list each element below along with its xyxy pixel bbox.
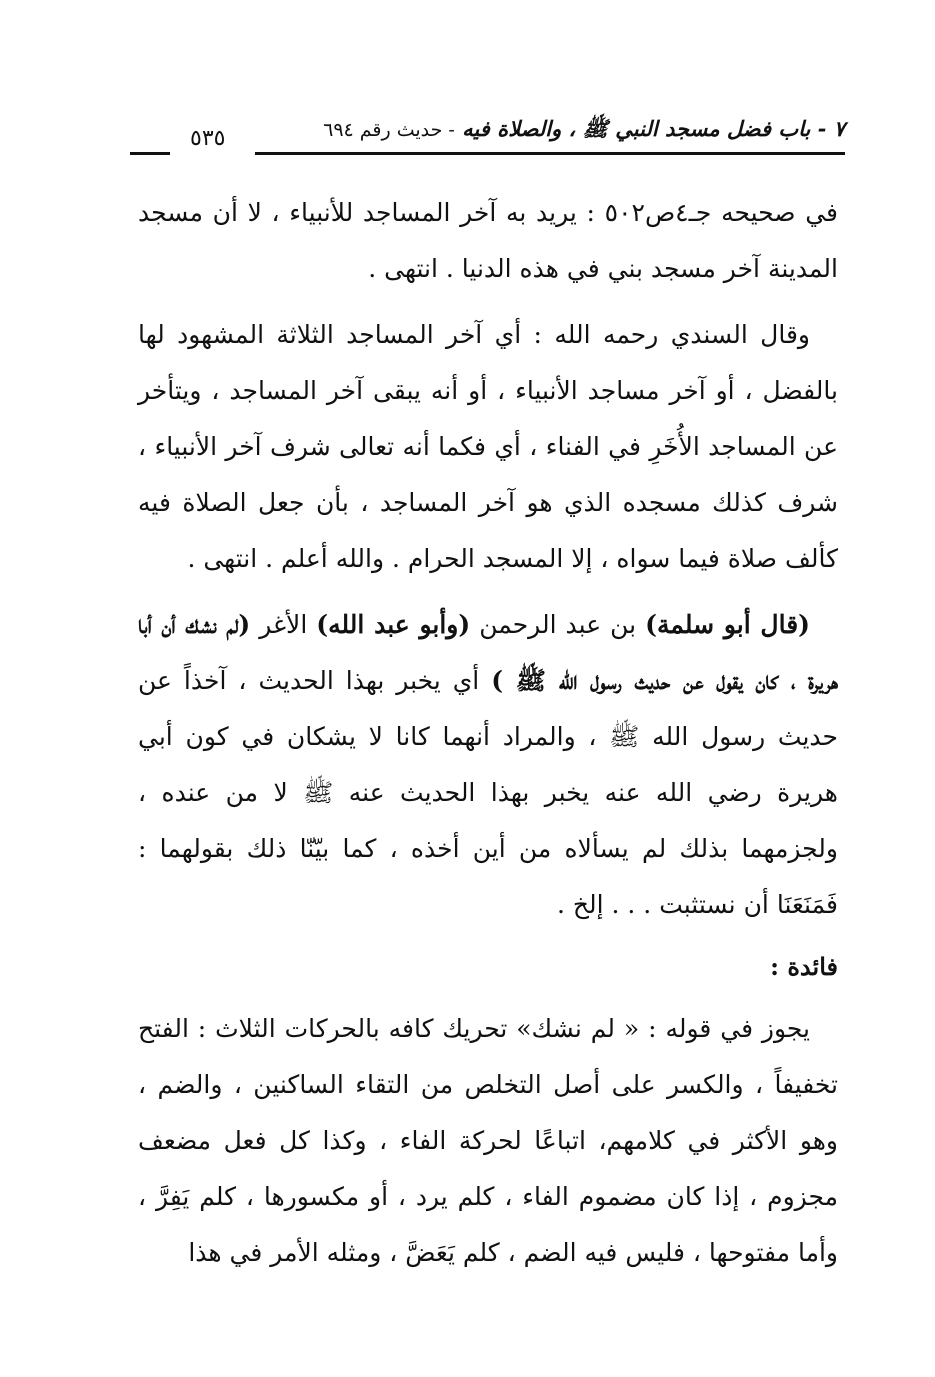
page-number: ٥٣٥	[190, 126, 226, 151]
text-al-agharr: الأغر	[250, 610, 317, 639]
page-body	[138, 185, 838, 1281]
text-ibn-abd-alrahman: بن عبد الرحمن	[470, 610, 646, 639]
chapter-title	[323, 116, 845, 147]
section-heading-faida: فائدة :	[770, 952, 838, 981]
quote-abu-abdullah: (وأبو عبد الله)	[316, 610, 471, 639]
paragraph-1: في صحيحه جـ٤ص٥٠٢ : يريد به آخر المساجد للأنبياء ، لا أن مسجد المدينة آخر مسجد بني في هذه الدنيا . انتهى .	[138, 198, 838, 283]
quote-abu-salama: (قال أبو سلمة)	[645, 610, 810, 639]
quote-hadith-statement: (لم نشك أن أبا هريرة ، كان يقول عن حديث رسول الله ﷺ )	[138, 610, 838, 695]
chapter-title-text: ٧ - باب فضل مسجد النبي ﷺ ، والصلاة فيه	[462, 116, 845, 141]
header-dash	[130, 152, 170, 155]
paragraph-4: يجوز في قوله : « لم نشك» تحريك كافه بالحركات الثلاث : الفتح تخفيفاً ، والكسر على أصل التخلص من التقاء الساكنين ، والضم ، وهو الأكثر في كلامهم، اتباعًا لحركة الفاء ، وكذا كل فعل مضعف مجزوم ، إذا كان مضموم الفاء ، كلم يرد ، أو مكسورها ، كلم يَفِرَّ ، وأما مفتوحها ، فليس فيه الضم ، كلم يَعَضَّ ، ومثله الأمر في هذا	[138, 1014, 838, 1267]
paragraph-3	[138, 597, 838, 933]
header-rule	[255, 152, 845, 155]
hadith-reference: - حديث رقم ٦٩٤	[323, 119, 455, 141]
page-header	[130, 112, 845, 162]
commentary-text: أي يخبر بهذا الحديث ، آخذاً عن حديث رسول الله ﷺ ، والمراد أنهما كانا لا يشكان في كون أبي هريرة رضي الله عنه يخبر بهذا الحديث عنه ﷺ لا من عنده ، ولجزمهما بذلك لم يسألاه من أين أخذه ، كما بيّنّا ذلك بقولهما : فَمَنَعَنَا أن نستثبت . . . إلخ .	[138, 666, 838, 919]
paragraph-2: وقال السندي رحمه الله : أي آخر المساجد الثلاثة المشهود لها بالفضل ، أو آخر مساجد الأنبياء ، أو أنه يبقى آخر المساجد ، ويتأخر عن المساجد الأُخَرِ في الفناء ، أي فكما أنه تعالى شرف آخر الأنبياء ، شرف كذلك مسجده الذي هو آخر المساجد ، بأن جعل الصلاة فيه كألف صلاة فيما سواه ، إلا المسجد الحرام . والله أعلم . انتهى .	[138, 320, 838, 573]
